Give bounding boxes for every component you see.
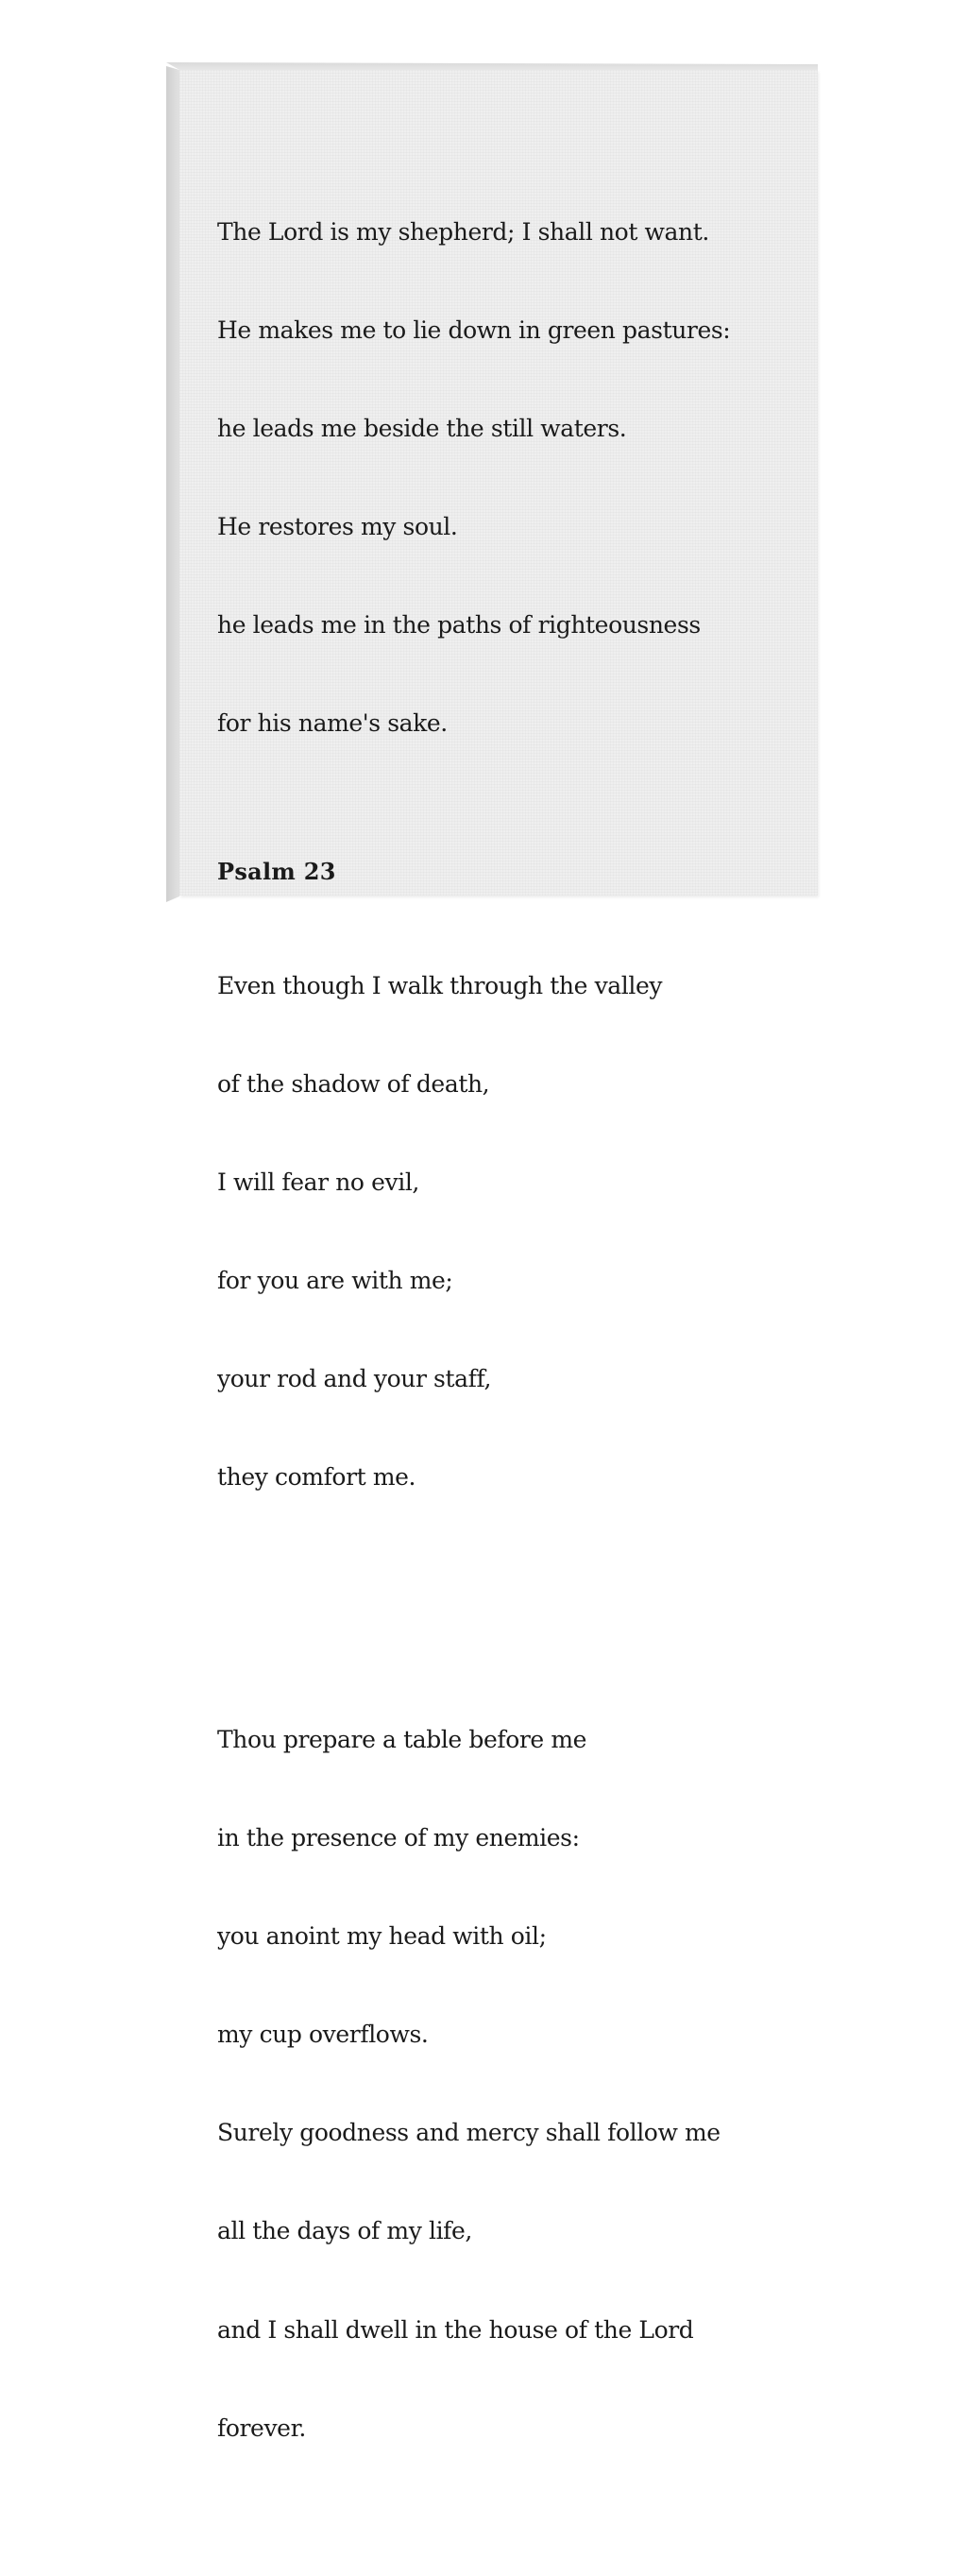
poem-line: he leads me beside the still waters. (217, 415, 627, 442)
poem-line: forever. (217, 2414, 306, 2442)
poem-text (217, 85, 812, 2576)
poem-line: The Lord is my shepherd; I shall not want. (217, 217, 709, 246)
poem-line: they comfort me. (217, 1463, 416, 1492)
poem-line: for you are with me; (217, 1267, 453, 1295)
poem-line: Even though I walk through the valley (217, 971, 663, 999)
poem-line: Thou prepare a table before me (217, 1725, 587, 1753)
poem-line: Surely goodness and mercy shall follow me (217, 2119, 721, 2147)
poem-line: for his name's sake. (217, 709, 448, 738)
poem-line: and I shall dwell in the house of the Lord (217, 2315, 694, 2344)
poem-line: your rod and your staff, (217, 1365, 491, 1393)
stanza-2 (217, 904, 812, 1560)
canvas-front-face (179, 70, 818, 2442)
poem-line: I will fear no evil, (217, 1169, 419, 1197)
stanza-1 (217, 150, 812, 806)
poem-line: in the presence of my enemies: (217, 1824, 580, 1852)
poem-line: He restores my soul. (217, 513, 458, 541)
poem-line: of the shadow of death, (217, 1069, 490, 1098)
stanza-3 (217, 1659, 812, 2511)
poem-line: all the days of my life, (217, 2217, 472, 2245)
canvas-top-edge (166, 62, 818, 70)
poem-line: my cup overflows. (217, 2021, 429, 2049)
canvas-side-edge (166, 66, 179, 902)
poem-line: he leads me in the paths of righteousness (217, 611, 701, 640)
poem-attribution: Psalm 23 (217, 858, 336, 885)
poem-line: He makes me to lie down in green pastures: (217, 316, 731, 344)
poem-line: you anoint my head with oil; (217, 1922, 547, 1951)
